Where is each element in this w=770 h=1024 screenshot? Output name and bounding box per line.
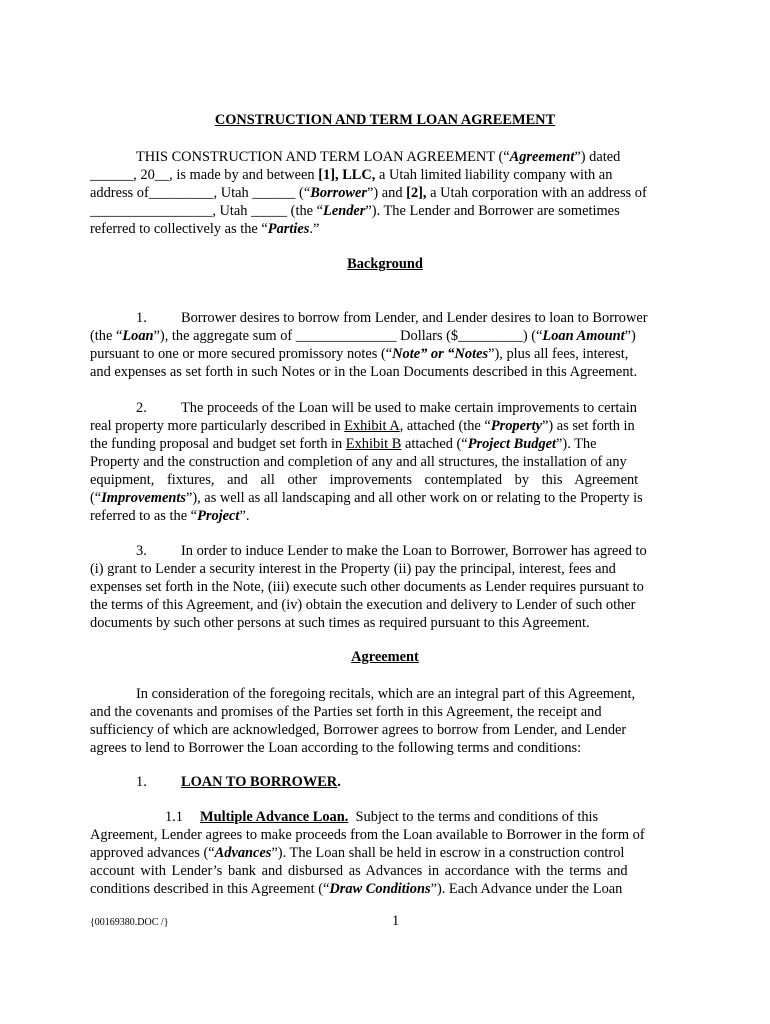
page-number: 1 [392,913,400,929]
subsection-line: account with Lender’s bank and disbursed as Advances in accordance with the terms and [90,863,628,879]
recital-1 [90,309,680,381]
recital-3 [90,542,680,632]
document-id-footer: {00169380.DOC /} [90,917,169,928]
recital-line: the funding proposal and budget set forth in Exhibit B attached (“Project Budget”). The [90,436,597,452]
intro-line: THIS CONSTRUCTION AND TERM LOAN AGREEMENT (“Agreement”) dated [136,149,621,165]
recital-number: 2. [136,400,147,416]
recital-line: 2. The proceeds of the Loan will be used to make certain improvements to certain [136,400,637,416]
intro-line: ______, 20__, is made by and between [1], LLC, a Utah limited liability company with an [90,167,613,183]
recital-line: documents by such other persons at such times as required pursuant to this Agreement. [90,615,590,631]
recital-line: the terms of this Agreement, and (iv) obtain the execution and delivery to Lender of such other [90,597,636,613]
intro-paragraph [90,148,680,238]
subsection-1-1 [90,808,680,898]
recital-line: referred to as the “Project”. [90,508,250,524]
exhibit-a-reference: Exhibit A [344,418,400,434]
recital-line: and expenses as set forth in such Notes or in the Loan Documents described in this Agreement. [90,364,638,380]
document-title: CONSTRUCTION AND TERM LOAN AGREEMENT [214,112,556,128]
recital-line: Property and the construction and completion of any and all structures, the installation of any [90,454,627,470]
recital-number: 1. [136,310,147,326]
consideration-line: and the covenants and promises of the Parties set forth in this Agreement, the receipt and [90,704,602,720]
recital-2 [90,399,680,525]
recital-line: 1. Borrower desires to borrow from Lender, and Lender desires to loan to Borrower [136,310,648,326]
section-1-heading: 1. LOAN TO BORROWER. [136,774,341,790]
agreement-heading: Agreement [351,649,419,665]
subsection-line: Agreement, Lender agrees to make proceeds from the Loan available to Borrower in the form of [90,827,645,843]
consideration-line: In consideration of the foregoing recitals, which are an integral part of this Agreement, [136,686,636,702]
subsection-line: approved advances (“Advances”). The Loan shall be held in escrow in a construction control [90,845,625,861]
recital-line: (“Improvements”), as well as all landscaping and all other work on or relating to the Property is [90,490,643,506]
section-title: LOAN TO BORROWER [181,774,338,790]
recital-line: expenses set forth in the Note, (iii) execute such other documents as Lender requires pursuant to [90,579,644,595]
intro-line: address of_________, Utah ______ (“Borrower”) and [2], a Utah corporation with an address of [90,185,647,201]
recital-line: equipment, fixtures, and all other improvements contemplated by this Agreement [90,472,639,488]
consideration-line: agrees to lend to Borrower the Loan according to the following terms and conditions: [90,740,582,756]
recital-line: pursuant to one or more secured promissory notes (“Note” or “Notes”), plus all fees, interest, [90,346,629,362]
intro-line: _________________, Utah _____ (the “Lender”). The Lender and Borrower are sometimes [90,203,620,219]
consideration-line: sufficiency of which are acknowledged, Borrower agrees to borrow from Lender, and Lender [90,722,627,738]
subsection-number: 1.1 [165,809,183,825]
subsection-title: Multiple Advance Loan. [200,809,349,825]
subsection-line: conditions described in this Agreement (“Draw Conditions”). Each Advance under the Loan [90,881,623,897]
subsection-line: 1.1 Multiple Advance Loan. Subject to the terms and conditions of this [90,808,680,826]
intro-line: referred to collectively as the “Parties.” [90,221,320,237]
recital-line: real property more particularly described in Exhibit A, attached (the “Property”) as set forth in [90,418,635,434]
background-heading: Background [347,256,423,272]
recital-line: (the “Loan”), the aggregate sum of ______________ Dollars ($_________) (“Loan Amount”) [90,328,636,344]
recital-number: 3. [136,543,147,559]
recital-line: (i) grant to Lender a security interest in the Property (ii) pay the principal, interest, fees and [90,561,616,577]
recital-line: 3. In order to induce Lender to make the Loan to Borrower, Borrower has agreed to [136,543,647,559]
exhibit-b-reference: Exhibit B [345,436,402,452]
section-number: 1. [136,774,147,790]
consideration-paragraph [90,685,680,757]
